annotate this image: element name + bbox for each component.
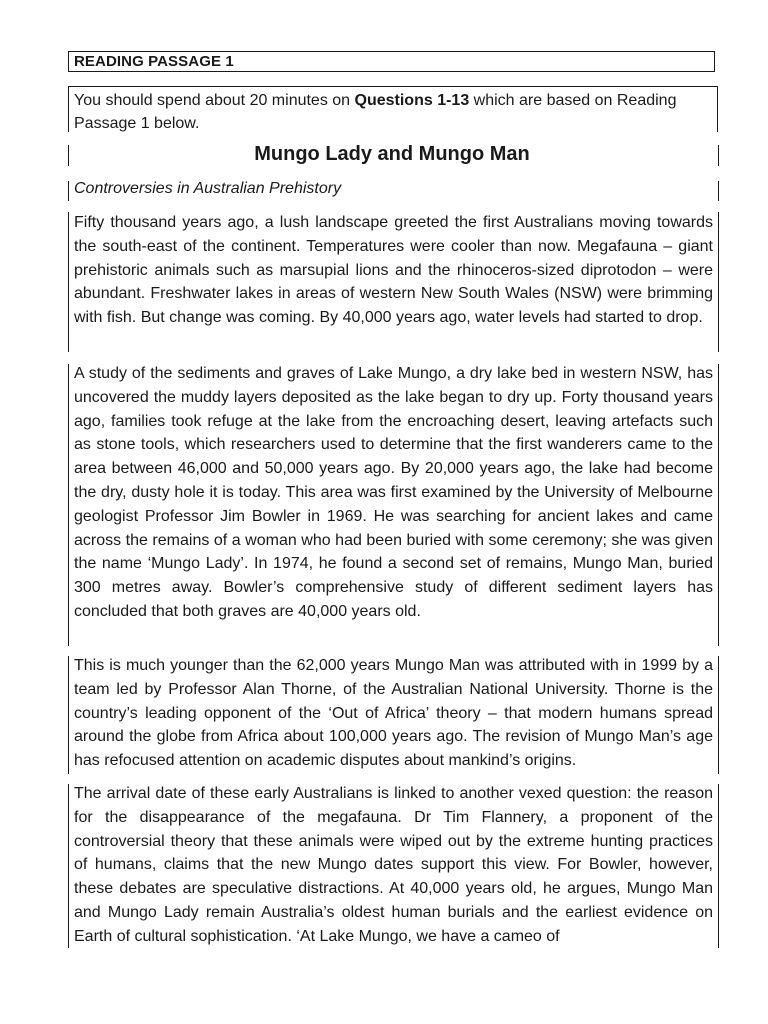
paragraph-1-right-rule (718, 212, 719, 352)
paragraph-4-right-rule (718, 784, 719, 948)
passage-header-label: READING PASSAGE 1 (74, 53, 234, 70)
instructions-text-before: You should spend about 20 minutes on (74, 92, 355, 109)
paragraph-3-right-rule (718, 656, 719, 774)
paragraph-2-right-rule (718, 364, 719, 646)
paragraph-1-left-rule (68, 212, 69, 352)
instructions-questions: Questions 1-13 (354, 92, 470, 109)
article-subtitle: Controversies in Australian Prehistory (74, 180, 342, 197)
paragraph-4-left-rule (68, 784, 69, 948)
paragraph-3: This is much younger than the 62,000 years Mungo Man was attributed with in 1999 by a team led by Professor Alan Thorne, of the Australian National University. Thorne is the country’s leading opponent of the ‘Out of Africa’ theory – that modern humans spread around the globe from Africa about 100,000 years ago. The revision of Mungo Man’s age has refocused attention on academic disputes about mankind’s origins. (74, 657, 713, 770)
instructions-box (68, 86, 718, 132)
instructions-text (74, 89, 714, 135)
subtitle-right-rule (718, 181, 719, 201)
paragraph-3-left-rule (68, 656, 69, 774)
article-title: Mungo Lady and Mungo Man (254, 143, 530, 165)
instructions-text-after: which are based on Reading Passage 1 below. (74, 92, 677, 132)
subtitle-left-rule (68, 181, 69, 201)
paragraph-2: A study of the sediments and graves of Lake Mungo, a dry lake bed in western NSW, has uncovered the muddy layers deposited as the lake began to dry up. Forty thousand years ago, families took refuge at the lake from the encroaching desert, leaving artefacts such as stone tools, which researchers used to determine that the first wanderers came to the area between 46,000 and 50,000 years ago. By 20,000 years ago, the lake had become the dry, dusty hole it is today. This area was first examined by the University of Melbourne geologist Professor Jim Bowler in 1969. He was searching for ancient lakes and came across the remains of a woman who had been buried with some ceremony; she was given the name ‘Mungo Lady’. In 1974, he found a second set of remains, Mungo Man, buried 300 metres away. Bowler’s comprehensive study of different sediment layers has concluded that both graves are 40,000 years old. (74, 365, 713, 620)
paragraph-4: The arrival date of these early Australians is linked to another vexed question: the reason for the disappearance of the megafauna. Dr Tim Flannery, a proponent of the controversial theory that these animals were wiped out by the extreme hunting practices of humans, claims that the new Mungo dates support this view. For Bowler, however, these debates are speculative distractions. At 40,000 years old, he argues, Mungo Man and Mungo Lady remain Australia’s oldest human burials and the earliest evidence on Earth of cultural sophistication. ‘At Lake Mungo, we have a cameo of (74, 785, 713, 945)
passage-header-box (68, 51, 715, 72)
paragraph-2-left-rule (68, 364, 69, 646)
paragraph-1: Fifty thousand years ago, a lush landscape greeted the first Australians moving towards the south-east of the continent. Temperatures were cooler than now. Megafauna – giant prehistoric animals such as marsupial lions and the rhinoceros-sized diprotodon – were abundant. Freshwater lakes in areas of western New South Wales (NSW) were brimming with fish. But change was coming. By 40,000 years ago, water levels had started to drop. (74, 214, 713, 327)
